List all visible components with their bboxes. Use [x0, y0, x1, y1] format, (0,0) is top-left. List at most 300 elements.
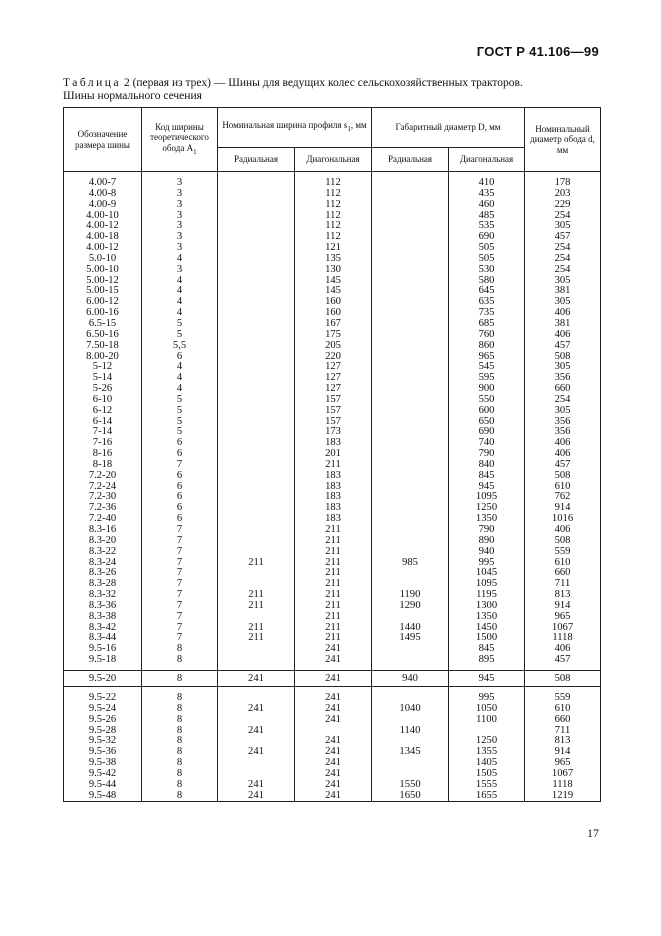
cell-diameter-diagonal: 550: [449, 395, 525, 406]
cell-rim-diameter: 610: [525, 704, 601, 715]
cell-diameter-radial: 1040: [372, 704, 449, 715]
cell-diameter-diagonal: 1045: [449, 568, 525, 579]
cell-rim-diameter: 914: [525, 503, 601, 514]
cell-diameter-diagonal: 530: [449, 265, 525, 276]
cell-width-radial: [218, 568, 295, 579]
table-row: [64, 547, 601, 558]
cell-rim-diameter: 356: [525, 417, 601, 428]
cell-rim-diameter: 356: [525, 373, 601, 384]
table-row: [64, 471, 601, 482]
cell-width-diagonal: 160: [295, 308, 372, 319]
cell-rim-code: 3: [142, 211, 218, 222]
cell-diameter-radial: 1190: [372, 590, 449, 601]
cell-diameter-radial: [372, 449, 449, 460]
cell-size: 7-16: [64, 438, 142, 449]
cell-width-radial: [218, 362, 295, 373]
cell-width-diagonal: 112: [295, 232, 372, 243]
cell-rim-diameter: 406: [525, 438, 601, 449]
cell-diameter-radial: [372, 178, 449, 189]
cell-diameter-radial: [372, 536, 449, 547]
cell-diameter-diagonal: 1095: [449, 492, 525, 503]
cell-rim-code: 4: [142, 276, 218, 287]
cell-rim-code: 3: [142, 265, 218, 276]
cell-rim-diameter: 762: [525, 492, 601, 503]
cell-size: 8.3-28: [64, 579, 142, 590]
cell-width-diagonal: 121: [295, 243, 372, 254]
cell-rim-code: 3: [142, 178, 218, 189]
cell-size: 8.00-20: [64, 352, 142, 363]
cell-size: 4.00-10: [64, 211, 142, 222]
cell-diameter-diagonal: 1100: [449, 715, 525, 726]
cell-rim-diameter: 305: [525, 276, 601, 287]
cell-diameter-radial: [372, 492, 449, 503]
cell-rim-diameter: 508: [525, 536, 601, 547]
cell-width-diagonal: 157: [295, 406, 372, 417]
cell-size: 8.3-36: [64, 601, 142, 612]
cell-rim-code: 7: [142, 633, 218, 644]
cell-rim-code: 7: [142, 460, 218, 471]
cell-diameter-diagonal: 1300: [449, 601, 525, 612]
table-row: [64, 200, 601, 211]
cell-rim-code: 8: [142, 655, 218, 666]
cell-rim-code: 8: [142, 693, 218, 704]
cell-diameter-diagonal: 505: [449, 254, 525, 265]
cell-rim-diameter: 254: [525, 395, 601, 406]
cell-rim-code: 7: [142, 590, 218, 601]
cell-width-diagonal: 175: [295, 330, 372, 341]
cell-width-radial: [218, 525, 295, 536]
cell-width-diagonal: 241: [295, 736, 372, 747]
cell-width-radial: [218, 254, 295, 265]
cell-diameter-radial: [372, 547, 449, 558]
cell-rim-diameter: 508: [525, 352, 601, 363]
cell-width-diagonal: 183: [295, 471, 372, 482]
cell-rim-diameter: 813: [525, 736, 601, 747]
cell-width-radial: [218, 612, 295, 623]
cell-rim-diameter: 457: [525, 341, 601, 352]
cell-diameter-radial: [372, 644, 449, 655]
header-width-radial: Радиальная: [218, 148, 295, 172]
cell-width-radial: [218, 644, 295, 655]
cell-rim-code: 5: [142, 330, 218, 341]
cell-size: 4.00-18: [64, 232, 142, 243]
cell-width-diagonal: 112: [295, 178, 372, 189]
cell-diameter-diagonal: 535: [449, 221, 525, 232]
cell-size: 8.3-38: [64, 612, 142, 623]
cell-rim-diameter: 559: [525, 547, 601, 558]
cell-diameter-radial: 940: [372, 670, 449, 686]
cell-diameter-radial: [372, 406, 449, 417]
cell-width-radial: [218, 514, 295, 525]
cell-rim-diameter: 406: [525, 330, 601, 341]
cell-rim-code: 4: [142, 373, 218, 384]
cell-rim-code: 4: [142, 308, 218, 319]
cell-diameter-radial: 1440: [372, 623, 449, 634]
cell-width-radial: [218, 341, 295, 352]
cell-width-diagonal: 211: [295, 558, 372, 569]
cell-rim-code: 3: [142, 232, 218, 243]
header-section-width: [218, 108, 372, 148]
cell-width-radial: [218, 297, 295, 308]
cell-diameter-diagonal: 735: [449, 308, 525, 319]
cell-rim-code: 5: [142, 395, 218, 406]
cell-diameter-radial: [372, 297, 449, 308]
header-width-unit: , мм: [350, 120, 367, 131]
cell-diameter-radial: [372, 265, 449, 276]
cell-size: 8.3-24: [64, 558, 142, 569]
cell-rim-code: 5: [142, 427, 218, 438]
cell-width-radial: [218, 221, 295, 232]
cell-width-diagonal: 241: [295, 644, 372, 655]
cell-width-diagonal: 183: [295, 514, 372, 525]
cell-rim-diameter: 660: [525, 715, 601, 726]
cell-size: 9.5-16: [64, 644, 142, 655]
cell-rim-diameter: 305: [525, 221, 601, 232]
cell-size: 5-14: [64, 373, 142, 384]
cell-width-diagonal: 241: [295, 715, 372, 726]
caption-subtitle: Шины нормального сечения: [63, 90, 202, 102]
cell-size: 8.3-22: [64, 547, 142, 558]
cell-rim-code: 6: [142, 514, 218, 525]
cell-diameter-diagonal: 1655: [449, 791, 525, 802]
cell-width-diagonal: 167: [295, 319, 372, 330]
cell-diameter-diagonal: 860: [449, 341, 525, 352]
cell-diameter-diagonal: 900: [449, 384, 525, 395]
cell-width-radial: 241: [218, 791, 295, 802]
cell-rim-diameter: 1067: [525, 623, 601, 634]
cell-width-diagonal: 241: [295, 791, 372, 802]
cell-width-diagonal: 112: [295, 200, 372, 211]
cell-rim-diameter: 254: [525, 265, 601, 276]
cell-diameter-radial: 1345: [372, 747, 449, 758]
cell-diameter-radial: [372, 254, 449, 265]
cell-size: 9.5-36: [64, 747, 142, 758]
cell-diameter-diagonal: 995: [449, 693, 525, 704]
cell-diameter-radial: [372, 514, 449, 525]
cell-width-diagonal: 220: [295, 352, 372, 363]
cell-diameter-radial: [372, 200, 449, 211]
cell-width-diagonal: 241: [295, 670, 372, 686]
table-row: [64, 655, 601, 666]
cell-rim-code: 5: [142, 417, 218, 428]
cell-diameter-radial: 1495: [372, 633, 449, 644]
cell-rim-diameter: 1016: [525, 514, 601, 525]
cell-width-diagonal: 183: [295, 438, 372, 449]
cell-width-radial: [218, 200, 295, 211]
cell-diameter-radial: [372, 362, 449, 373]
cell-rim-diameter: 660: [525, 384, 601, 395]
cell-width-radial: 211: [218, 623, 295, 634]
cell-width-diagonal: 241: [295, 747, 372, 758]
cell-rim-code: 5: [142, 406, 218, 417]
cell-rim-code: 4: [142, 384, 218, 395]
cell-diameter-radial: 985: [372, 558, 449, 569]
cell-rim-diameter: 965: [525, 758, 601, 769]
cell-width-radial: [218, 189, 295, 200]
cell-rim-diameter: 1118: [525, 633, 601, 644]
caption-text: 2 (первая из трех) — Шины для ведущих колес сельскохозяйственных тракторов.: [121, 77, 523, 89]
cell-rim-code: 4: [142, 254, 218, 265]
cell-rim-diameter: 813: [525, 590, 601, 601]
cell-size: 8.3-16: [64, 525, 142, 536]
cell-diameter-radial: [372, 427, 449, 438]
cell-width-diagonal: 112: [295, 189, 372, 200]
cell-diameter-radial: [372, 655, 449, 666]
cell-width-diagonal: 112: [295, 211, 372, 222]
cell-diameter-diagonal: 600: [449, 406, 525, 417]
cell-size: 7-14: [64, 427, 142, 438]
cell-width-diagonal: 211: [295, 536, 372, 547]
cell-diameter-diagonal: 890: [449, 536, 525, 547]
cell-width-radial: [218, 395, 295, 406]
cell-rim-code: 8: [142, 670, 218, 686]
cell-diameter-radial: [372, 341, 449, 352]
cell-diameter-diagonal: 1450: [449, 623, 525, 634]
table-row: [64, 265, 601, 276]
cell-width-radial: [218, 547, 295, 558]
cell-width-diagonal: 211: [295, 568, 372, 579]
cell-rim-diameter: 1118: [525, 780, 601, 791]
header-size: Обозначение размера шины: [64, 108, 142, 172]
cell-diameter-diagonal: 895: [449, 655, 525, 666]
cell-width-diagonal: 241: [295, 780, 372, 791]
cell-width-radial: 211: [218, 633, 295, 644]
cell-width-radial: [218, 243, 295, 254]
cell-rim-code: 7: [142, 601, 218, 612]
cell-diameter-diagonal: 690: [449, 427, 525, 438]
cell-size: 4.00-7: [64, 178, 142, 189]
cell-rim-code: 7: [142, 525, 218, 536]
cell-width-radial: 211: [218, 601, 295, 612]
cell-diameter-radial: [372, 286, 449, 297]
cell-diameter-diagonal: 845: [449, 471, 525, 482]
cell-size: 6-10: [64, 395, 142, 406]
cell-diameter-diagonal: 1555: [449, 780, 525, 791]
cell-size: 7.2-40: [64, 514, 142, 525]
cell-size: 8-16: [64, 449, 142, 460]
cell-diameter-diagonal: 435: [449, 189, 525, 200]
cell-rim-code: 5: [142, 319, 218, 330]
cell-width-radial: [218, 460, 295, 471]
cell-width-diagonal: 145: [295, 276, 372, 287]
cell-width-radial: [218, 417, 295, 428]
cell-diameter-radial: 1290: [372, 601, 449, 612]
cell-size: 5-26: [64, 384, 142, 395]
cell-width-radial: [218, 758, 295, 769]
cell-width-diagonal: 211: [295, 460, 372, 471]
cell-rim-diameter: 1067: [525, 769, 601, 780]
cell-width-diagonal: 127: [295, 362, 372, 373]
table-row: [64, 612, 601, 623]
cell-rim-diameter: 254: [525, 254, 601, 265]
cell-diameter-diagonal: 1355: [449, 747, 525, 758]
cell-width-diagonal: 127: [295, 373, 372, 384]
cell-diameter-radial: [372, 395, 449, 406]
table-body-upper: [64, 172, 601, 671]
cell-diameter-diagonal: 1095: [449, 579, 525, 590]
cell-size: 8.3-20: [64, 536, 142, 547]
cell-rim-diameter: 914: [525, 747, 601, 758]
table-row: [64, 406, 601, 417]
cell-width-diagonal: 211: [295, 525, 372, 536]
cell-width-radial: 241: [218, 670, 295, 686]
cell-rim-diameter: 610: [525, 558, 601, 569]
cell-diameter-radial: [372, 352, 449, 363]
cell-size: 8.3-42: [64, 623, 142, 634]
cell-diameter-radial: [372, 211, 449, 222]
cell-width-diagonal: 183: [295, 492, 372, 503]
cell-diameter-radial: [372, 189, 449, 200]
cell-rim-code: 7: [142, 547, 218, 558]
cell-width-radial: [218, 715, 295, 726]
cell-size: 8.3-32: [64, 590, 142, 601]
cell-diameter-diagonal: 740: [449, 438, 525, 449]
cell-rim-code: 6: [142, 352, 218, 363]
cell-diameter-diagonal: 1195: [449, 590, 525, 601]
cell-width-radial: [218, 232, 295, 243]
cell-rim-diameter: 203: [525, 189, 601, 200]
cell-diameter-diagonal: 945: [449, 482, 525, 493]
cell-diameter-radial: [372, 715, 449, 726]
cell-width-diagonal: 183: [295, 503, 372, 514]
cell-diameter-radial: [372, 319, 449, 330]
cell-size: 9.5-22: [64, 693, 142, 704]
cell-width-diagonal: 241: [295, 758, 372, 769]
cell-width-diagonal: 145: [295, 286, 372, 297]
cell-rim-diameter: 610: [525, 482, 601, 493]
cell-width-radial: 211: [218, 590, 295, 601]
cell-width-diagonal: 201: [295, 449, 372, 460]
cell-width-diagonal: 211: [295, 601, 372, 612]
cell-diameter-radial: [372, 568, 449, 579]
cell-width-radial: [218, 276, 295, 287]
cell-size: 6.50-16: [64, 330, 142, 341]
cell-rim-code: 7: [142, 536, 218, 547]
cell-rim-code: 6: [142, 503, 218, 514]
cell-rim-code: 3: [142, 189, 218, 200]
cell-size: 4.00-9: [64, 200, 142, 211]
cell-size: 9.5-28: [64, 726, 142, 737]
cell-rim-code: 8: [142, 791, 218, 802]
cell-diameter-diagonal: 1250: [449, 736, 525, 747]
cell-diameter-diagonal: 410: [449, 178, 525, 189]
header-diameter-radial: Радиальная: [372, 148, 449, 172]
cell-width-radial: [218, 406, 295, 417]
cell-size: 6.00-12: [64, 297, 142, 308]
cell-size: 7.50-18: [64, 341, 142, 352]
cell-rim-code: 8: [142, 758, 218, 769]
cell-rim-code: 3: [142, 221, 218, 232]
cell-diameter-radial: [372, 612, 449, 623]
cell-rim-diameter: 457: [525, 460, 601, 471]
cell-size: 7.2-36: [64, 503, 142, 514]
cell-diameter-diagonal: 995: [449, 558, 525, 569]
cell-rim-code: 8: [142, 747, 218, 758]
cell-diameter-radial: [372, 384, 449, 395]
cell-width-radial: 241: [218, 726, 295, 737]
cell-diameter-radial: [372, 438, 449, 449]
cell-rim-diameter: 406: [525, 449, 601, 460]
cell-rim-diameter: 508: [525, 471, 601, 482]
header-rim-code: [142, 108, 218, 172]
cell-rim-code: 8: [142, 715, 218, 726]
cell-width-radial: [218, 384, 295, 395]
cell-width-radial: [218, 352, 295, 363]
cell-size: 4.00-12: [64, 243, 142, 254]
cell-width-diagonal: 211: [295, 590, 372, 601]
table-caption: [63, 77, 523, 103]
cell-width-radial: 241: [218, 780, 295, 791]
cell-width-diagonal: 241: [295, 655, 372, 666]
cell-diameter-diagonal: 1500: [449, 633, 525, 644]
cell-diameter-diagonal: 1505: [449, 769, 525, 780]
cell-rim-diameter: 305: [525, 406, 601, 417]
cell-diameter-radial: [372, 417, 449, 428]
cell-width-radial: [218, 178, 295, 189]
cell-width-radial: [218, 308, 295, 319]
header-overall-diameter: Габаритный диаметр D, мм: [372, 108, 525, 148]
cell-size: 9.5-26: [64, 715, 142, 726]
cell-rim-code: 3: [142, 243, 218, 254]
cell-width-diagonal: 127: [295, 384, 372, 395]
cell-rim-diameter: 711: [525, 726, 601, 737]
cell-rim-diameter: 381: [525, 319, 601, 330]
cell-rim-diameter: 178: [525, 178, 601, 189]
cell-rim-code: 7: [142, 579, 218, 590]
cell-size: 4.00-8: [64, 189, 142, 200]
cell-rim-diameter: 254: [525, 243, 601, 254]
cell-size: 8-18: [64, 460, 142, 471]
cell-diameter-radial: 1550: [372, 780, 449, 791]
cell-width-radial: [218, 492, 295, 503]
cell-rim-diameter: 457: [525, 655, 601, 666]
cell-width-radial: 211: [218, 558, 295, 569]
cell-size: 6-14: [64, 417, 142, 428]
cell-rim-code: 6: [142, 471, 218, 482]
cell-width-diagonal: 211: [295, 633, 372, 644]
tire-table: [63, 107, 601, 802]
cell-rim-diameter: 711: [525, 579, 601, 590]
cell-diameter-diagonal: 760: [449, 330, 525, 341]
header-width-text: Номинальная ширина профиля s: [222, 120, 348, 131]
cell-diameter-radial: 1650: [372, 791, 449, 802]
cell-diameter-diagonal: 1050: [449, 704, 525, 715]
cell-diameter-radial: [372, 503, 449, 514]
cell-width-radial: [218, 536, 295, 547]
cell-width-radial: [218, 449, 295, 460]
cell-width-diagonal: 205: [295, 341, 372, 352]
cell-size: 7.2-30: [64, 492, 142, 503]
cell-width-radial: [218, 211, 295, 222]
cell-size: 8.3-26: [64, 568, 142, 579]
cell-rim-diameter: 406: [525, 308, 601, 319]
cell-rim-diameter: 406: [525, 525, 601, 536]
cell-rim-code: 8: [142, 704, 218, 715]
cell-rim-code: 8: [142, 726, 218, 737]
cell-diameter-radial: [372, 525, 449, 536]
cell-rim-code: 6: [142, 482, 218, 493]
cell-width-radial: [218, 655, 295, 666]
cell-rim-diameter: 305: [525, 297, 601, 308]
cell-diameter-radial: [372, 758, 449, 769]
cell-rim-code: 8: [142, 736, 218, 747]
cell-rim-diameter: 1219: [525, 791, 601, 802]
cell-diameter-diagonal: 645: [449, 286, 525, 297]
cell-width-radial: [218, 427, 295, 438]
cell-width-diagonal: 241: [295, 769, 372, 780]
cell-rim-code: 4: [142, 297, 218, 308]
cell-width-diagonal: 211: [295, 623, 372, 634]
